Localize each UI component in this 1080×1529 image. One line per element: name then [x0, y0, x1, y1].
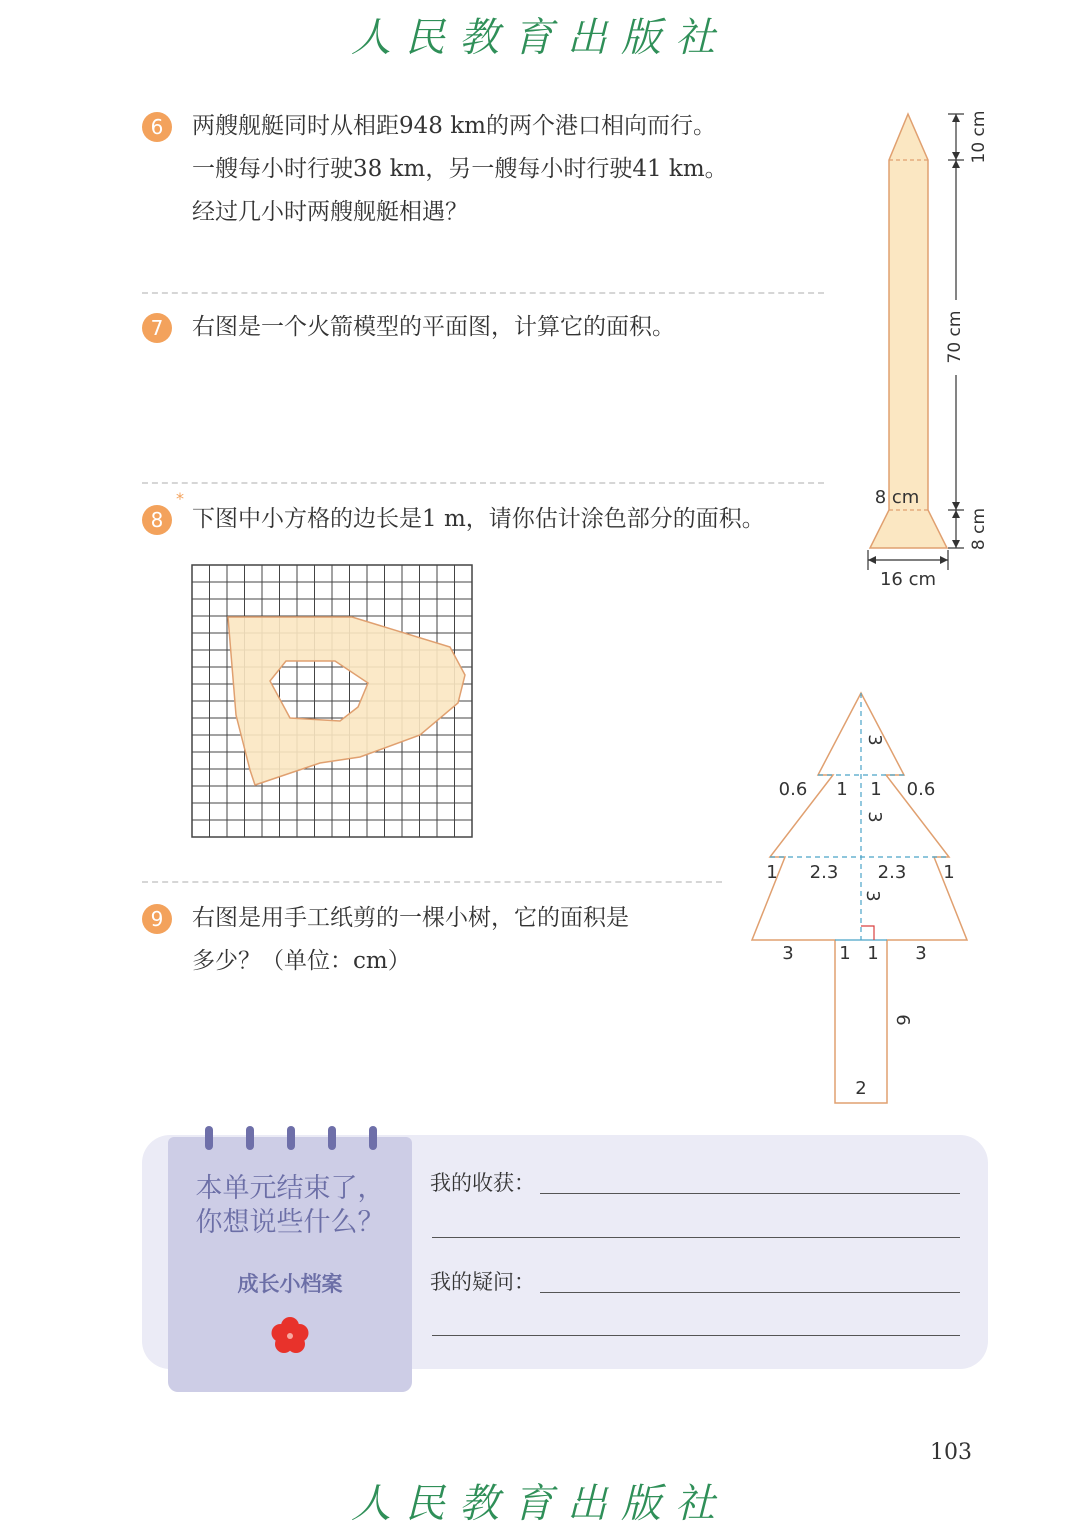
- tree-label-top-right-half: 1: [870, 779, 882, 800]
- rocket-body-height-label: 70 cm: [945, 310, 965, 364]
- rocket-top-height-label: 10 cm: [969, 110, 989, 164]
- tree-label-top-left-half: 1: [836, 779, 848, 800]
- question-6-number: 6: [142, 112, 172, 142]
- question-9-line-1: 右图是用手工纸剪的一棵小树，它的面积是: [192, 905, 629, 931]
- question-7-line-1: 右图是一个火箭模型的平面图，计算它的面积。: [192, 314, 675, 340]
- tree-label-top-height: 3: [864, 734, 885, 746]
- card-title-line-1: 本单元结束了，: [195, 1173, 385, 1204]
- grid-figure: [180, 555, 485, 850]
- question-7-text: [192, 306, 675, 349]
- question-6-text: [192, 105, 728, 234]
- rocket-figure: [850, 100, 1000, 600]
- tree-label-bottom-height: 3: [862, 890, 883, 902]
- binder-ring-1: [205, 1126, 213, 1150]
- tree-label-trunk-left-half: 1: [839, 943, 851, 964]
- question-8-text: [192, 498, 765, 541]
- question-6-line-2: 一艘每小时行驶38 km，另一艘每小时行驶41 km。: [192, 156, 728, 182]
- gain-input-line-2[interactable]: [432, 1237, 960, 1238]
- card-title-line-2: 你想说些什么？: [195, 1207, 385, 1238]
- header-watermark: 人民教育出版社: [351, 15, 729, 61]
- tree-label-mid-right-half: 2.3: [877, 862, 907, 883]
- tree-label-trunk-height: 6: [892, 1014, 913, 1026]
- tree-label-bottom-right-overhang: 3: [915, 943, 927, 964]
- gain-label: 我的收获：: [430, 1171, 535, 1195]
- question-8-star: *: [176, 489, 184, 508]
- binder-ring-2: [246, 1126, 254, 1150]
- divider-2: [142, 482, 824, 484]
- question-input-line-1[interactable]: [540, 1292, 960, 1293]
- tree-label-mid-left-half: 2.3: [809, 862, 839, 883]
- tree-label-mid-left-overhang: 1: [766, 862, 778, 883]
- rocket-base-width-label: 16 cm: [879, 569, 937, 590]
- flower-icon: [268, 1314, 312, 1358]
- tree-label-trunk-width: 2: [855, 1078, 867, 1099]
- tree-shape: [752, 693, 967, 1103]
- question-6-line-1: 两艘舰艇同时从相距948 km的两个港口相向而行。: [192, 113, 716, 139]
- rocket-base-height-label: 8 cm: [969, 507, 989, 551]
- tree-label-bottom-left-overhang: 3: [782, 943, 794, 964]
- page-number: 103: [930, 1440, 972, 1465]
- question-7-number: 7: [142, 313, 172, 343]
- question-9-text: [192, 897, 629, 983]
- question-9-line-2: 多少？（单位：cm）: [192, 948, 411, 974]
- question-input-line-2[interactable]: [432, 1335, 960, 1336]
- tree-figure: [740, 680, 980, 1110]
- binder-ring-3: [287, 1126, 295, 1150]
- question-9-number: 9: [142, 904, 172, 934]
- binder-ring-4: [328, 1126, 336, 1150]
- divider-3: [142, 881, 722, 883]
- tree-label-top-left-overhang: 0.6: [778, 779, 808, 800]
- question-6-line-3: 经过几小时两艘舰艇相遇？: [192, 199, 468, 225]
- divider-1: [142, 292, 824, 294]
- question-label: 我的疑问：: [430, 1270, 535, 1294]
- gain-input-line-1[interactable]: [540, 1193, 960, 1194]
- tree-label-trunk-right-half: 1: [867, 943, 879, 964]
- footer-watermark: 人民教育出版社: [351, 1481, 729, 1527]
- question-8-line-1: 下图中小方格的边长是1 m，请你估计涂色部分的面积。: [192, 506, 765, 532]
- tree-label-mid-right-overhang: 1: [943, 862, 955, 883]
- tree-label-middle-height: 3: [864, 811, 885, 823]
- rocket-shape: [870, 114, 947, 548]
- card-subtitle: 成长小档案: [237, 1272, 343, 1296]
- rocket-body-width-label: 8 cm: [874, 487, 920, 508]
- question-8-number: 8: [142, 505, 172, 535]
- binder-ring-5: [369, 1126, 377, 1150]
- tree-label-top-right-overhang: 0.6: [906, 779, 936, 800]
